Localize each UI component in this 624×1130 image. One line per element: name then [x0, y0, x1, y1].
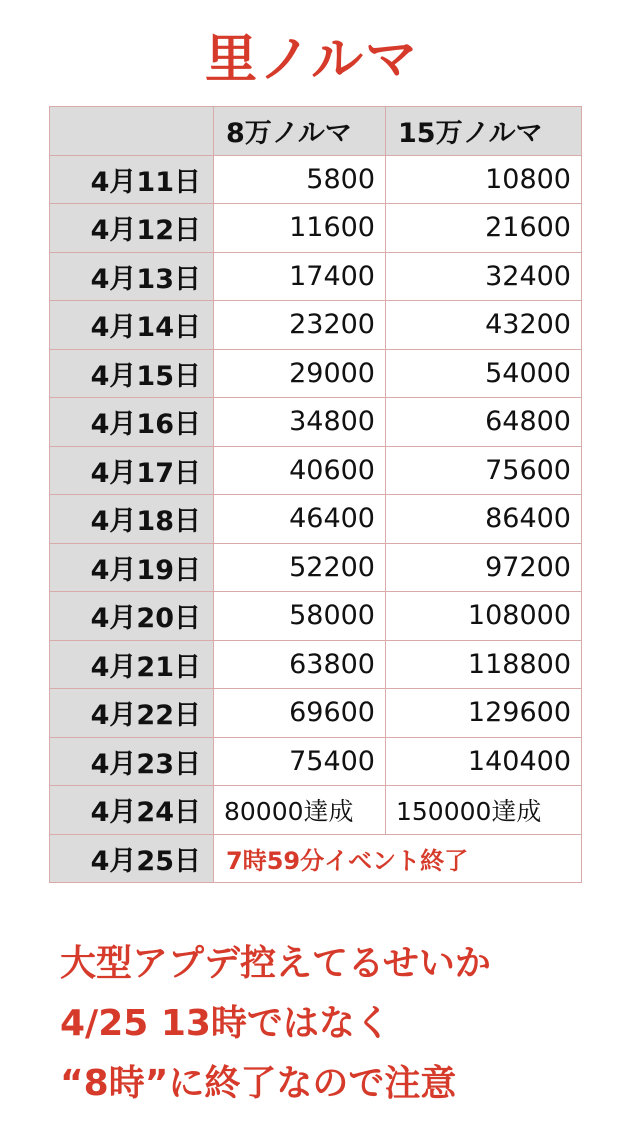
- quota-150k-cell: 54000: [386, 349, 582, 398]
- table-row: [50, 495, 582, 544]
- date-cell: 4月23日: [50, 737, 214, 786]
- date-cell: 4月15日: [50, 349, 214, 398]
- note-line: “8時”に終了なので注意: [60, 1063, 457, 1104]
- quota-80k-cell: 17400: [214, 252, 386, 301]
- table-row: [50, 155, 582, 204]
- date-cell: 4月18日: [50, 495, 214, 544]
- date-cell: 4月21日: [50, 640, 214, 689]
- date-cell: 4月16日: [50, 398, 214, 447]
- table-row: [50, 737, 582, 786]
- quota-80k-cell: 29000: [214, 349, 386, 398]
- table-row: [50, 301, 582, 350]
- quota-80k-achieved-cell: 80000達成: [214, 786, 386, 835]
- note-line: 4/25 13時ではなく: [60, 1003, 391, 1044]
- quota-150k-cell: 86400: [386, 495, 582, 544]
- quota-150k-cell: 129600: [386, 689, 582, 738]
- quota-table: [49, 106, 582, 883]
- quota-150k-cell: 97200: [386, 543, 582, 592]
- quota-150k-achieved-cell: 150000達成: [386, 786, 582, 835]
- quota-80k-cell: 63800: [214, 640, 386, 689]
- quota-80k-cell: 52200: [214, 543, 386, 592]
- date-cell: 4月24日: [50, 786, 214, 835]
- warning-note: [60, 934, 620, 1114]
- quota-150k-cell: 32400: [386, 252, 582, 301]
- quota-80k-cell: 46400: [214, 495, 386, 544]
- quota-80k-cell: 75400: [214, 737, 386, 786]
- quota-80k-cell: 58000: [214, 592, 386, 641]
- quota-150k-cell: 140400: [386, 737, 582, 786]
- table-row: [50, 640, 582, 689]
- date-cell: 4月13日: [50, 252, 214, 301]
- date-cell: 4月20日: [50, 592, 214, 641]
- table-row: [50, 592, 582, 641]
- table-row-final: [50, 834, 582, 883]
- note-line: 大型アプデ控えてるせいか: [60, 943, 491, 984]
- quota-80k-cell: 40600: [214, 446, 386, 495]
- quota-80k-cell: 23200: [214, 301, 386, 350]
- event-end-cell: 7時59分イベント終了: [214, 834, 582, 883]
- date-cell: 4月14日: [50, 301, 214, 350]
- date-cell: 4月25日: [50, 834, 214, 883]
- table-row: [50, 349, 582, 398]
- quota-150k-cell: 118800: [386, 640, 582, 689]
- page-title: 里ノルマ: [205, 30, 419, 90]
- header-80k-quota: 8万ノルマ: [214, 107, 386, 156]
- table-row: [50, 446, 582, 495]
- date-cell: 4月11日: [50, 155, 214, 204]
- table-row: [50, 543, 582, 592]
- quota-150k-cell: 21600: [386, 204, 582, 253]
- header-corner-cell: [50, 107, 214, 156]
- quota-80k-cell: 69600: [214, 689, 386, 738]
- quota-150k-cell: 108000: [386, 592, 582, 641]
- table-row: [50, 689, 582, 738]
- quota-80k-cell: 5800: [214, 155, 386, 204]
- header-150k-quota: 15万ノルマ: [386, 107, 582, 156]
- table-header-row: [50, 107, 582, 156]
- date-cell: 4月12日: [50, 204, 214, 253]
- table-row: [50, 252, 582, 301]
- table-row: [50, 398, 582, 447]
- table-row: [50, 204, 582, 253]
- quota-150k-cell: 64800: [386, 398, 582, 447]
- table-row: [50, 786, 582, 835]
- date-cell: 4月17日: [50, 446, 214, 495]
- quota-150k-cell: 43200: [386, 301, 582, 350]
- quota-150k-cell: 75600: [386, 446, 582, 495]
- quota-80k-cell: 34800: [214, 398, 386, 447]
- date-cell: 4月19日: [50, 543, 214, 592]
- quota-80k-cell: 11600: [214, 204, 386, 253]
- quota-150k-cell: 10800: [386, 155, 582, 204]
- date-cell: 4月22日: [50, 689, 214, 738]
